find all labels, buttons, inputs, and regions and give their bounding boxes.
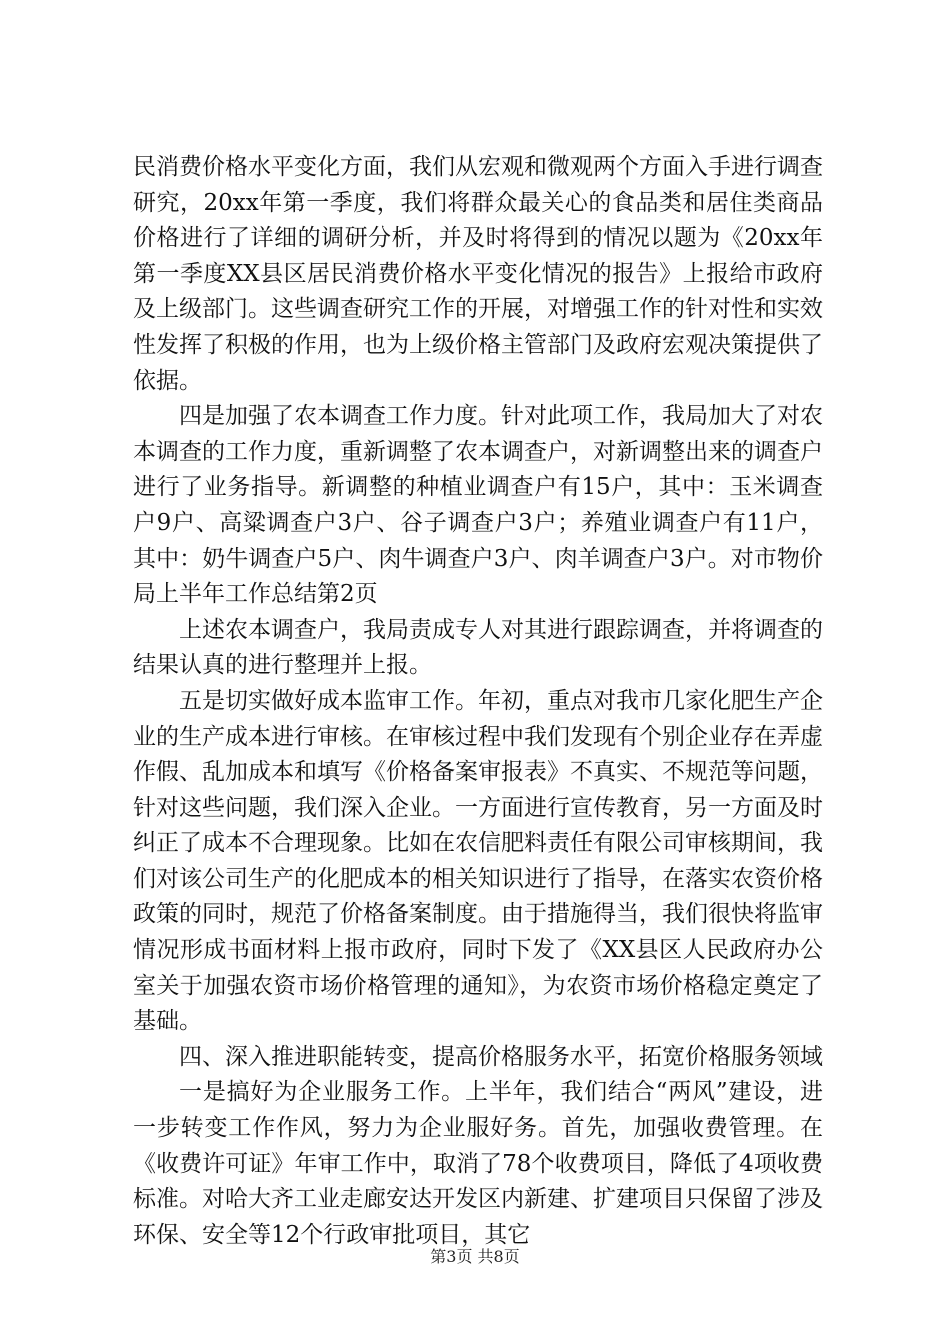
paragraph-cost-audit: 五是切实做好成本监审工作。年初，重点对我市几家化肥生产企业的生产成本进行审核。在审核过程中我们发现有个别企业存在弄虚作假、乱加成本和填写《价格备案审报表》不真实、不规范等问题，针对这些问题，我们深入企业。一方面进行宣传教育，另一方面及时纠正了成本不合理现象。比如在农信肥料责任有限公司审核期间，我们对该公司生产的化肥成本的相关知识进行了指导，在落实农资价格政策的同时，规范了价格备案制度。由于措施得当，我们很快将监审情况形成书面材料上报市政府，同时下发了《XX县区人民政府办公室关于加强农资市场价格管理的通知》，为农资市场价格稳定奠定了基础。: [133, 687, 823, 1035]
page-number-footer: 第3页 共8页: [430, 1247, 520, 1266]
paragraph-enterprise-service: 一是搞好为企业服务工作。上半年，我们结合“两风”建设，进一步转变工作作风，努力为企业服好务。首先，加强收费管理。在《收费许可证》年审工作中，取消了78个收费项目，降低了4项收费标准。对哈大齐工业走廊安达开发区内新建、扩建项目只保留了涉及环保、安全等12个行政审批项目，其它: [133, 1079, 823, 1248]
section-heading-four: 四、深入推进职能转变，提高价格服务水平，拓宽价格服务领域: [179, 1043, 823, 1070]
paragraph-survey-followup: 上述农本调查户，我局责成专人对其进行跟踪调查，并将调查的结果认真的进行整理并上报。: [133, 616, 823, 679]
paragraph-agri-cost-survey: 四是加强了农本调查工作力度。针对此项工作，我局加大了对农本调查的工作力度，重新调整了农本调查户，对新调整出来的调查户进行了业务指导。新调整的种植业调查户有15户，其中：玉米调查户9户、高粱调查户3户、谷子调查户3户；养殖业调查户有11户，其中：奶牛调查户5户、肉牛调查户3户、肉羊调查户3户。对市物价局上半年工作总结第2页: [133, 403, 823, 608]
body-text: [133, 150, 823, 1253]
paragraph-consumer-price-survey: 民消费价格水平变化方面，我们从宏观和微观两个方面入手进行调查研究，20xx年第一季度，我们将群众最关心的食品类和居住类商品价格进行了详细的调研分析，并及时将得到的情况以题为《20xx年第一季度XX县区居民消费价格水平变化情况的报告》上报给市政府及上级部门。这些调查研究工作的开展，对增强工作的针对性和实效性发挥了积极的作用，也为上级价格主管部门及政府宏观决策提供了依据。: [133, 154, 823, 394]
